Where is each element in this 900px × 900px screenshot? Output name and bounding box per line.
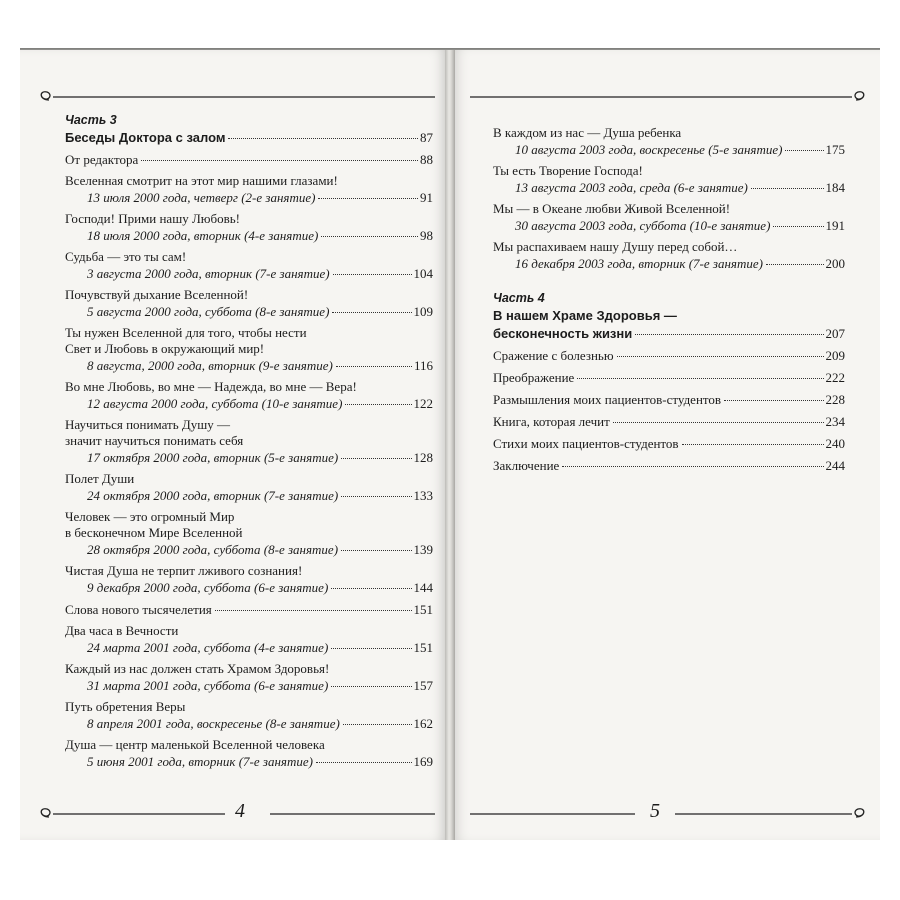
right-page-number: 5 <box>650 800 660 822</box>
leader-dots <box>613 422 824 423</box>
entry-title-line: Ты нужен Вселенной для того, чтобы нести <box>65 325 307 340</box>
page-ref: 162 <box>413 716 433 731</box>
leader-dots <box>331 686 411 687</box>
entry-title: От редактора <box>65 152 139 167</box>
entry-date: 30 августа 2003 года, суббота (10-е занятие) <box>515 218 771 233</box>
entry-date: 24 марта 2001 года, суббота (4-е занятие) <box>87 640 329 655</box>
part-label: Часть 3 <box>65 113 117 127</box>
leader-dots <box>336 366 412 367</box>
entry-row <box>65 753 433 770</box>
entry-title-line: Два часа в Вечности <box>65 623 179 638</box>
entry-title-line: Научиться понимать Душу — <box>65 417 231 432</box>
part-title: бесконечность жизни <box>493 326 633 341</box>
page-ref: 91 <box>420 190 433 205</box>
entry-title-line: Путь обретения Веры <box>65 699 186 714</box>
leader-dots <box>345 404 411 405</box>
entry-date: 9 декабря 2000 года, суббота (6-е занятие) <box>87 580 329 595</box>
leader-dots <box>332 312 411 313</box>
entry-row <box>65 151 433 168</box>
entry-row <box>65 357 433 374</box>
page-ref: 144 <box>413 580 433 595</box>
left-page-number: 4 <box>235 800 245 822</box>
toc-entry <box>65 563 433 596</box>
page-ref: 109 <box>413 304 433 319</box>
part-title: Беседы Доктора с залом <box>65 130 226 145</box>
toc-entry <box>493 201 845 234</box>
entry-title: Сражение с болезнью <box>493 348 614 363</box>
leader-dots <box>751 188 824 189</box>
toc-entry <box>65 699 433 732</box>
entry-title-line: Каждый из нас должен стать Храмом Здоровья! <box>65 661 330 676</box>
entry-row <box>493 435 845 452</box>
entry-title: Книга, которая лечит <box>493 414 610 429</box>
page-ref: 184 <box>825 180 845 195</box>
entry-row <box>493 141 845 158</box>
page-ref: 169 <box>413 754 433 769</box>
page-ref: 151 <box>413 602 433 617</box>
toc-entry <box>493 125 845 158</box>
toc-entry <box>65 623 433 656</box>
bottom-right-ornament <box>470 805 870 825</box>
entry-title: Стихи моих пациентов-студентов <box>493 436 679 451</box>
entry-date: 28 октября 2000 года, суббота (8-е занятие) <box>87 542 339 557</box>
leader-dots <box>343 724 412 725</box>
entry-title: Размышления моих пациентов-студентов <box>493 392 722 407</box>
entry-row <box>493 413 845 430</box>
page-ref: 228 <box>825 392 845 407</box>
entry-title: Преображение <box>493 370 575 385</box>
entry-date: 10 августа 2003 года, воскресенье (5-е занятие) <box>515 142 783 157</box>
part-title-row <box>493 325 845 342</box>
entry-date: 31 марта 2001 года, суббота (6-е занятие) <box>87 678 329 693</box>
toc-entry <box>65 471 433 504</box>
entry-date: 5 августа 2000 года, суббота (8-е занятие) <box>87 304 330 319</box>
page-ref: 207 <box>825 326 845 341</box>
leader-dots <box>228 138 418 139</box>
entry-date: 5 июня 2001 года, вторник (7-е занятие) <box>87 754 313 769</box>
entry-date: 13 августа 2003 года, среда (6-е занятие) <box>515 180 748 195</box>
leader-dots <box>215 610 412 611</box>
entry-title-line: Вселенная смотрит на этот мир нашими глазами! <box>65 173 338 188</box>
toc-entry <box>493 457 845 474</box>
leader-dots <box>577 378 823 379</box>
leader-dots <box>724 400 823 401</box>
page-ref: 209 <box>825 348 845 363</box>
entry-title-line: Ты есть Творение Господа! <box>493 163 643 178</box>
entry-title-line: Мы — в Океане любви Живой Вселенной! <box>493 201 731 216</box>
entry-title-line: Судьба — это ты сам! <box>65 249 187 264</box>
entry-title-line: Человек — это огромный Мир <box>65 509 235 524</box>
entry-date: 3 августа 2000 года, вторник (7-е занятие) <box>87 266 330 281</box>
toc-entry <box>65 417 433 466</box>
page-ref: 191 <box>825 218 845 233</box>
part-title-line: В нашем Храме Здоровья — <box>493 308 677 323</box>
entry-row <box>65 579 433 596</box>
page-ref: 157 <box>413 678 433 693</box>
page-ref: 116 <box>413 358 433 373</box>
leader-dots <box>141 160 418 161</box>
leader-dots <box>785 150 823 151</box>
entry-row <box>65 303 433 320</box>
leader-dots <box>333 274 412 275</box>
page-ref: 240 <box>825 436 845 451</box>
entry-title-line: Полет Души <box>65 471 135 486</box>
toc-entry <box>65 173 433 206</box>
entry-title-line: Господи! Прими нашу Любовь! <box>65 211 241 226</box>
top-left-ornament <box>35 88 435 108</box>
leader-dots <box>341 550 411 551</box>
entry-title-line: В каждом из нас — Душа ребенка <box>493 125 682 140</box>
book-spine <box>445 50 455 840</box>
entry-row <box>65 449 433 466</box>
entry-row <box>65 541 433 558</box>
part-title-row <box>65 129 433 146</box>
toc-entry <box>65 379 433 412</box>
leader-dots <box>682 444 824 445</box>
leader-dots <box>331 648 411 649</box>
entry-title-line: Почувствуй дыхание Вселенной! <box>65 287 249 302</box>
leader-dots <box>635 334 823 335</box>
entry-row <box>65 487 433 504</box>
entry-row <box>65 189 433 206</box>
part-label: Часть 4 <box>493 291 545 305</box>
entry-title-line: в бесконечном Мире Вселенной <box>65 525 243 540</box>
page-ref: 88 <box>420 152 433 167</box>
page-ref: 200 <box>825 256 845 271</box>
leader-dots <box>562 466 823 467</box>
entry-row <box>493 457 845 474</box>
toc-entry <box>65 601 433 618</box>
entry-date: 17 октября 2000 года, вторник (5-е занятие) <box>87 450 339 465</box>
toc-entry <box>65 211 433 244</box>
left-toc <box>65 112 433 770</box>
toc-entry <box>493 413 845 430</box>
entry-row <box>65 265 433 282</box>
page-ref: 133 <box>413 488 433 503</box>
page-ref: 234 <box>825 414 845 429</box>
right-entries-top <box>493 125 845 272</box>
toc-entry <box>65 287 433 320</box>
entry-date: 8 апреля 2001 года, воскресенье (8-е занятие) <box>87 716 340 731</box>
entry-row <box>493 179 845 196</box>
entry-row <box>493 347 845 364</box>
page-ref: 139 <box>413 542 433 557</box>
entry-row <box>65 395 433 412</box>
entry-date: 16 декабря 2003 года, вторник (7-е занятие) <box>515 256 763 271</box>
entry-date: 12 августа 2000 года, суббота (10-е занятие) <box>87 396 343 411</box>
entry-title-line: Во мне Любовь, во мне — Надежда, во мне — Вера! <box>65 379 357 394</box>
page-ref: 128 <box>413 450 433 465</box>
entry-row <box>493 255 845 272</box>
entry-row <box>65 715 433 732</box>
entry-title-line: значит научиться понимать себя <box>65 433 244 448</box>
entry-date: 13 июля 2000 года, четверг (2-е занятие) <box>87 190 316 205</box>
entry-date: 8 августа, 2000 года, вторник (9-е занятие) <box>87 358 333 373</box>
toc-entry <box>65 509 433 558</box>
entry-title-line: Чистая Душа не терпит лживого сознания! <box>65 563 303 578</box>
leader-dots <box>321 236 418 237</box>
entry-row <box>65 677 433 694</box>
toc-entry <box>493 347 845 364</box>
toc-entry <box>493 163 845 196</box>
toc-entry <box>493 391 845 408</box>
leader-dots <box>331 588 411 589</box>
leader-dots <box>766 264 824 265</box>
page-ref: 122 <box>413 396 433 411</box>
entry-date: 18 июля 2000 года, вторник (4-е занятие) <box>87 228 319 243</box>
toc-entry <box>493 369 845 386</box>
right-toc <box>493 120 845 474</box>
page-ref: 151 <box>413 640 433 655</box>
entry-title-line: Душа — центр маленькой Вселенной человека <box>65 737 325 752</box>
entry-row <box>65 639 433 656</box>
toc-entry <box>65 661 433 694</box>
leader-dots <box>617 356 824 357</box>
toc-entry <box>493 435 845 452</box>
page-ref: 87 <box>420 130 433 145</box>
top-right-ornament <box>470 88 870 108</box>
leader-dots <box>318 198 418 199</box>
leader-dots <box>341 458 411 459</box>
entry-row <box>493 369 845 386</box>
right-entries-bottom <box>493 347 845 474</box>
toc-entry <box>65 325 433 374</box>
leader-dots <box>773 226 823 227</box>
entry-row <box>493 391 845 408</box>
page-ref: 222 <box>825 370 845 385</box>
toc-entry <box>493 239 845 272</box>
entry-title-line: Мы распахиваем нашу Душу перед собой… <box>493 239 738 254</box>
entry-title: Заключение <box>493 458 560 473</box>
entry-row <box>65 601 433 618</box>
toc-entry <box>65 737 433 770</box>
page-ref: 175 <box>825 142 845 157</box>
toc-entry <box>65 151 433 168</box>
leader-dots <box>316 762 412 763</box>
entry-title-line: Свет и Любовь в окружающий мир! <box>65 341 265 356</box>
page-ref: 98 <box>420 228 433 243</box>
entry-row <box>493 217 845 234</box>
page-ref: 244 <box>825 458 845 473</box>
entry-row <box>65 227 433 244</box>
entry-date: 24 октября 2000 года, вторник (7-е занятие) <box>87 488 339 503</box>
left-entries <box>65 151 433 770</box>
toc-entry <box>65 249 433 282</box>
page-ref: 104 <box>413 266 433 281</box>
leader-dots <box>341 496 411 497</box>
entry-title: Слова нового тысячелетия <box>65 602 212 617</box>
